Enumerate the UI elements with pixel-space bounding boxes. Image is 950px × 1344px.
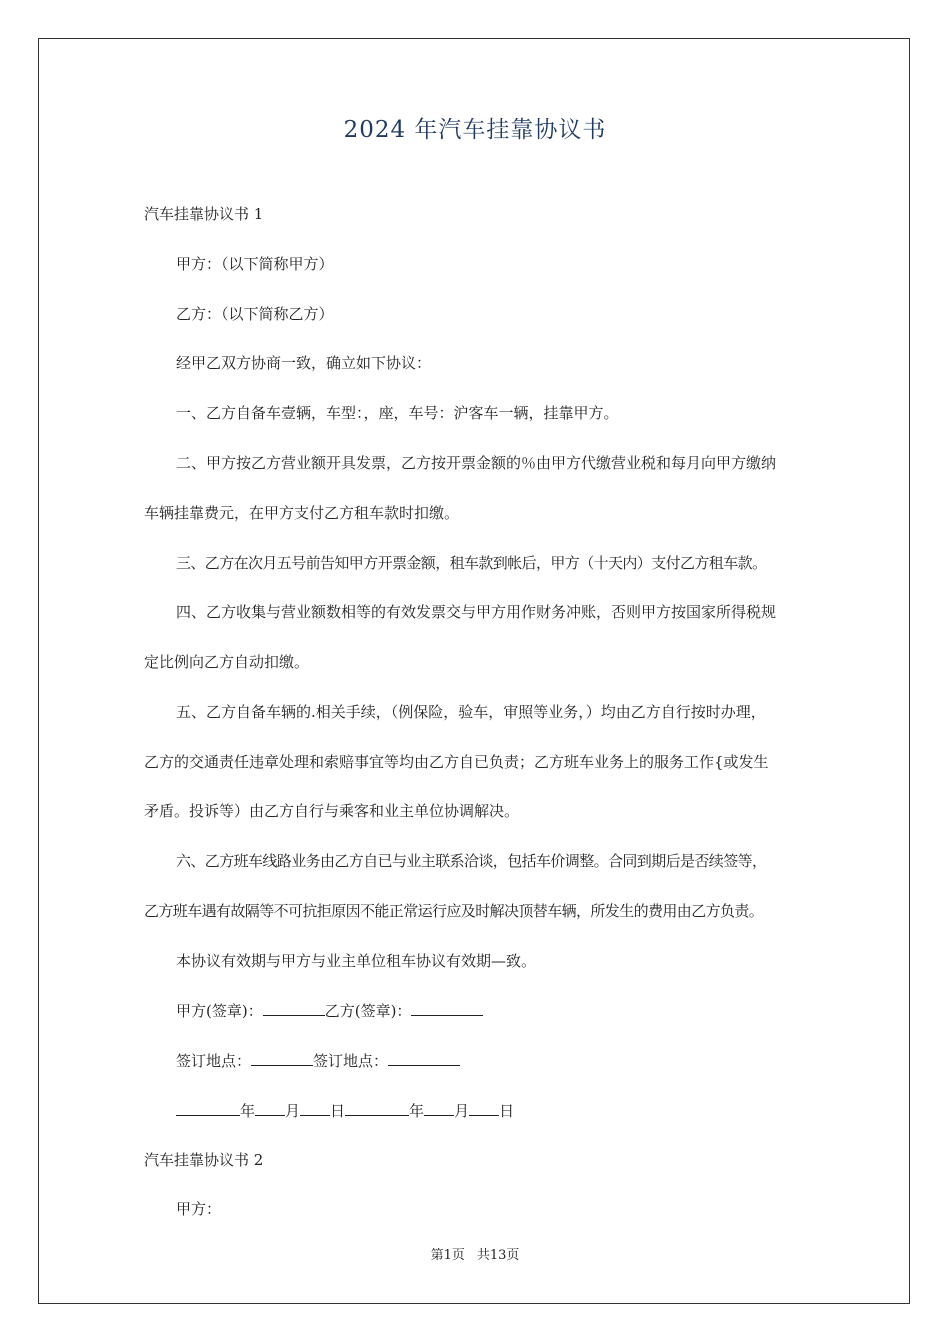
month-label-a: 月 (285, 1102, 301, 1120)
place-label-b: 签订地点： (313, 1052, 389, 1070)
section2-heading: 汽车挂靠协议书 2 (144, 1151, 264, 1169)
date-line (176, 1099, 514, 1122)
year-blank-b (345, 1099, 409, 1116)
clause-3: 三、乙方在次月五号前告知甲方开票金额，租车款到帐后，甲方（十天内）支付乙方租车款。 (176, 554, 767, 572)
page-number: 第1页 (430, 1248, 465, 1263)
clause-6-line-1: 六、乙方班车线路业务由乙方自已与业主联系洽谈，包括车价调整。合同到期后是否续签等， (176, 852, 767, 870)
clause-4-line-2: 定比例向乙方自动扣缴。 (144, 653, 310, 671)
year-blank-a (176, 1099, 240, 1116)
day-blank-a (300, 1099, 330, 1116)
sign-b-blank (411, 999, 483, 1016)
party-a-line: 甲方：（以下简称甲方） (176, 255, 334, 273)
total-pages: 共13页 (476, 1248, 520, 1263)
section2-party-a: 甲方： (176, 1200, 222, 1218)
clause-2-line-1: 二、甲方按乙方营业额开具发票，乙方按开票金额的％由甲方代缴营业税和每月向甲方缴纳 (176, 454, 777, 472)
place-b-blank (388, 1049, 460, 1066)
sign-a-blank (263, 999, 325, 1016)
clause-5-line-2: 乙方的交通责任违章处理和索赔事宜等均由乙方自已负责；乙方班车业务上的服务工作{或发生 (144, 753, 769, 771)
page-footer (0, 1246, 950, 1266)
sign-a-label: 甲方(签章)： (176, 1002, 263, 1020)
sign-b-label: 乙方(签章)： (324, 1002, 412, 1020)
place-label-a: 签订地点： (176, 1052, 252, 1070)
clause-1: 一、乙方自备车壹辆，车型：，座，车号：沪客车一辆，挂靠甲方。 (176, 404, 619, 422)
clause-5-line-1: 五、乙方自备车辆的.相关手续，（例保险，验车，审照等业务，）均由乙方自行按时办理， (176, 703, 766, 721)
month-label-b: 月 (454, 1102, 470, 1120)
document-title: 2024 年汽车挂靠协议书 (343, 117, 607, 143)
signature-line (176, 999, 483, 1022)
day-label-a: 日 (330, 1102, 346, 1120)
party-b-line: 乙方：（以下简称乙方） (176, 305, 334, 323)
year-label-a: 年 (240, 1102, 256, 1120)
year-label-b: 年 (409, 1102, 425, 1120)
place-a-blank (251, 1049, 313, 1066)
section1-heading: 汽车挂靠协议书 1 (144, 205, 264, 223)
clause-2-line-2: 车辆挂靠费元，在甲方支付乙方租车款时扣缴。 (144, 504, 460, 522)
clause-5-line-3: 矛盾。投诉等）由乙方自行与乘客和业主单位协调解决。 (144, 802, 520, 820)
intro-paragraph: 经甲乙双方协商一致，确立如下协议： (176, 354, 432, 372)
clause-6-line-2: 乙方班车遇有故隔等不可抗拒原因不能正常运行应及时解决顶替车辆，所发生的费用由乙方负责。 (144, 902, 764, 920)
day-label-b: 日 (499, 1102, 515, 1120)
day-blank-b (469, 1099, 499, 1116)
signing-place-line (176, 1049, 460, 1072)
clause-4-line-1: 四、乙方收集与营业额数相等的有效发票交与甲方用作财务冲账，否则甲方按国家所得税规 (176, 603, 777, 621)
month-blank-a (255, 1099, 285, 1116)
validity-paragraph: 本协议有效期与甲方与业主单位租车协议有效期—致。 (176, 952, 537, 970)
month-blank-b (424, 1099, 454, 1116)
